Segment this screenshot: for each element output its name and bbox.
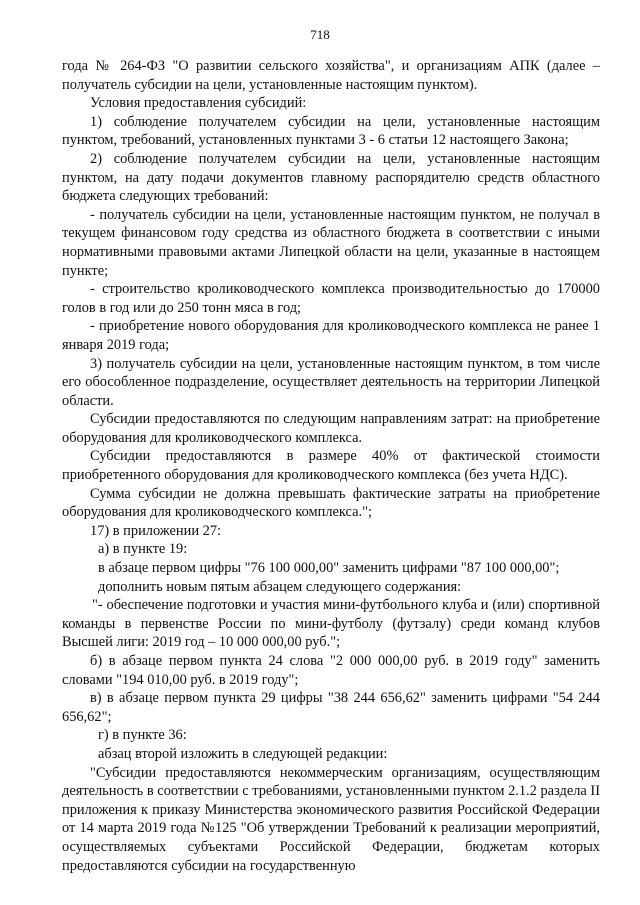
paragraph: - приобретение нового оборудования для кролиководческого комплекса не ранее 1 января 2019 года; — [62, 318, 600, 353]
paragraph: 1) соблюдение получателем субсидии на цели, установленные настоящим пунктом, требований, установленных пунктами 3 - 6 статьи 12 настоящего Закона; — [62, 113, 600, 149]
paragraph: Субсидии предоставляются по следующим направлениям затрат: на приобретение оборудования для кролиководческого комплекса. — [62, 411, 600, 446]
page-number: 718 — [310, 27, 330, 42]
paragraph: - получатель субсидии на цели, установленные настоящим пунктом, не получал в текущем финансовом году средства из областного бюджета в соответствии с иными нормативными правовыми актами Липецкой области на цели, указанные в настоящем пункте; — [62, 206, 600, 279]
paragraph: Сумма субсидии не должна превышать фактические затраты на приобретение оборудования для кролиководческого комплекса."; — [62, 485, 600, 521]
paragraph: г) в пункте 36: — [98, 727, 187, 744]
paragraph: 17) в приложении 27: — [90, 522, 222, 539]
paragraph: а) в пункте 19: — [98, 541, 188, 558]
paragraph: абзац второй изложить в следующей редакции: — [98, 745, 388, 762]
paragraph: в абзаце первом цифры "76 100 000,00" заменить цифрами "87 100 000,00"; — [98, 560, 560, 577]
paragraph: дополнить новым пятым абзацем следующего содержания: — [98, 578, 462, 595]
paragraph: Условия предоставления субсидий: — [90, 95, 307, 112]
paragraph: Субсидии предоставляются в размере 40% от фактической стоимости приобретенного оборудования для кролиководческого комплекса (без учета НДС). — [62, 448, 600, 484]
paragraph: - строительство кролиководческого комплекса производительностью до 170000 голов в год или до 250 тонн мяса в год; — [62, 281, 600, 316]
document-body — [62, 57, 600, 875]
paragraph: б) в абзаце первом пункта 24 слова "2 000 000,00 руб. в 2019 году" заменить словами "194 010,00 руб. в 2019 году"; — [62, 653, 600, 688]
paragraph: в) в абзаце первом пункта 29 цифры "38 244 656,62" заменить цифрами "54 244 656,62"; — [62, 690, 600, 725]
paragraph: "- обеспечение подготовки и участия мини-футбольного клуба и (или) спортивной команды в первенстве России по мини-футболу (футзалу) среди команд клубов Высшей лиги: 2019 год – 10 000 000,00 руб."; — [62, 597, 600, 651]
paragraph: 3) получатель субсидии на цели, установленные настоящим пунктом, в том числе его обособленное подразделение, осуществляет деятельность на территории Липецкой области. — [62, 355, 600, 409]
paragraph: "Субсидии предоставляются некоммерческим организациям, осуществляющим деятельность в соответствии с требованиями, установленными пунктом 2.1.2 раздела II приложения к приказу Министерства экономического развития Российской Федерации от 14 марта 2019 года №125 "Об утверждении Требований к реализации мероприятий, осуществляемых субъектами Российской Федерации, бюджетам которых предоставляются субсидии на государственную — [62, 764, 600, 874]
paragraph: 2) соблюдение получателем субсидии на цели, установленные настоящим пунктом, на дату подачи документов главному распорядителю средств областного бюджета следующих требований: — [62, 150, 600, 205]
paragraph: года № 264-ФЗ "О развитии сельского хозяйства", и организациям АПК (далее – получатель субсидии на цели, установленные настоящим пунктом). — [62, 58, 600, 93]
